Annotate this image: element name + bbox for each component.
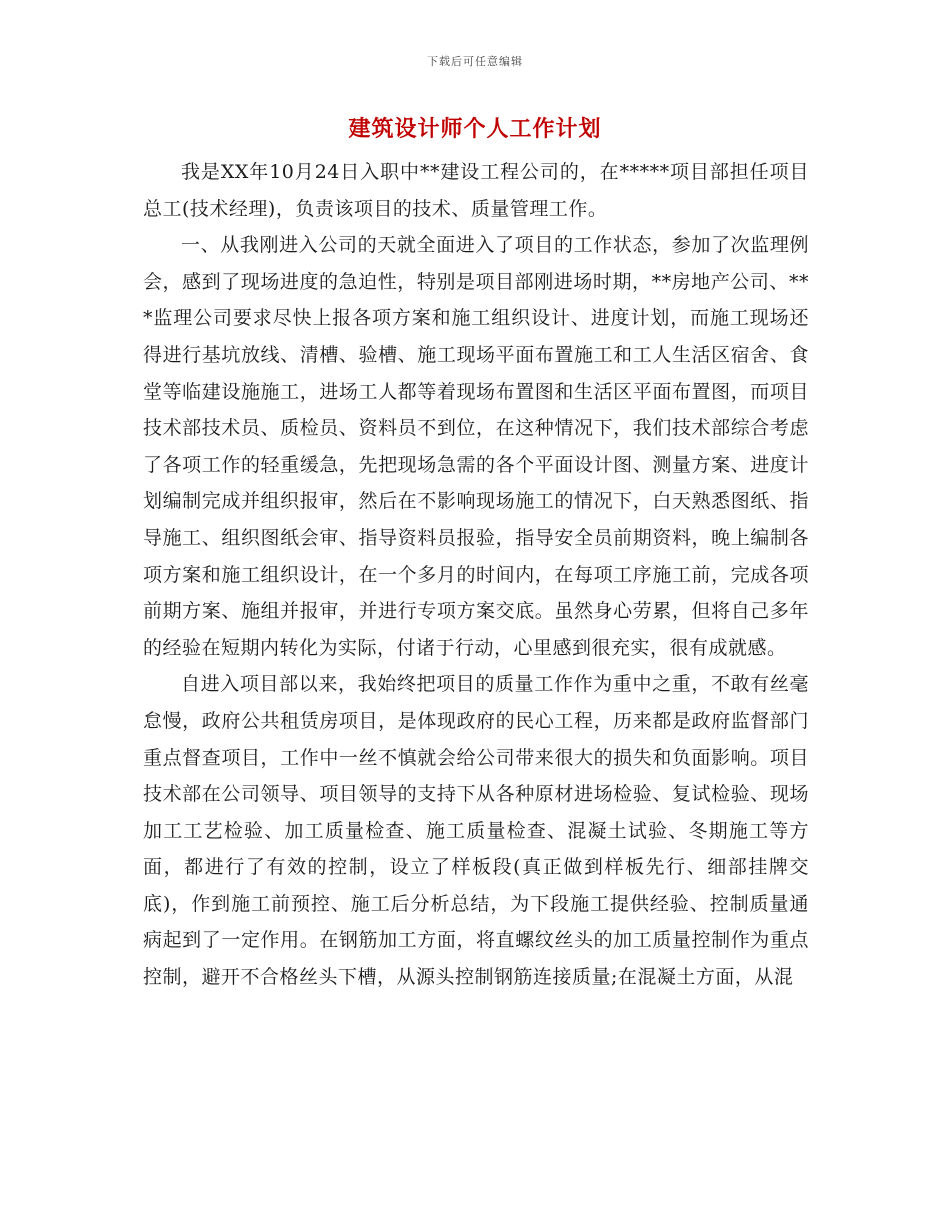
document-body [143,154,809,996]
header-note: 下载后可任意编辑 [427,55,523,68]
document-title: 建筑设计师个人工作计划 [348,116,602,142]
paragraph-section-one: 一、从我刚进入公司的天就全面进入了项目的工作状态，参加了次监理例会，感到了现场进度的急迫性，特别是项目部刚进场时期，**房地产公司、***监理公司要求尽快上报各项方案和施工组织设计、进度计划，而施工现场还得进行基坑放线、清槽、验槽、施工现场平面布置施工和工人生活区宿舍、食堂等临建设施施工，进场工人都等着现场布置图和生活区平面布置图，而项目技术部技术员、质检员、资料员不到位，在这种情况下，我们技术部综合考虑了各项工作的轻重缓急，先把现场急需的各个平面设计图、测量方案、进度计划编制完成并组织报审，然后在不影响现场施工的情况下，白天熟悉图纸、指导施工、组织图纸会审、指导资料员报验，指导安全员前期资料，晚上编制各项方案和施工组织设计，在一个多月的时间内，在每项工序施工前，完成各项前期方案、施组并报审，并进行专项方案交底。虽然身心劳累，但将自己多年的经验在短期内转化为实际，付诸于行动，心里感到很充实，很有成就感。 [143,234,809,659]
paragraph-intro: 我是XX年10月24日入职中**建设工程公司的，在*****项目部担任项目总工(技术经理)，负责该项目的技术、质量管理工作。 [143,161,809,220]
paragraph-quality: 自进入项目部以来，我始终把项目的质量工作作为重中之重，不敢有丝毫怠慢，政府公共租赁房项目，是体现政府的民心工程，历来都是政府监督部门重点督查项目，工作中一丝不慎就会给公司带来很大的损失和负面影响。项目技术部在公司领导、项目领导的支持下从各种原材进场检验、复试检验、现场加工工艺检验、加工质量检查、施工质量检查、混凝土试验、冬期施工等方面，都进行了有效的控制，设立了样板段(真正做到样板先行、细部挂牌交底)，作到施工前预控、施工后分析总结，为下段施工提供经验、控制质量通病起到了一定作用。在钢筋加工方面，将直螺纹丝头的加工质量控制作为重点控制，避开不合格丝头下槽，从源头控制钢筋连接质量;在混凝土方面，从混 [143,673,809,989]
